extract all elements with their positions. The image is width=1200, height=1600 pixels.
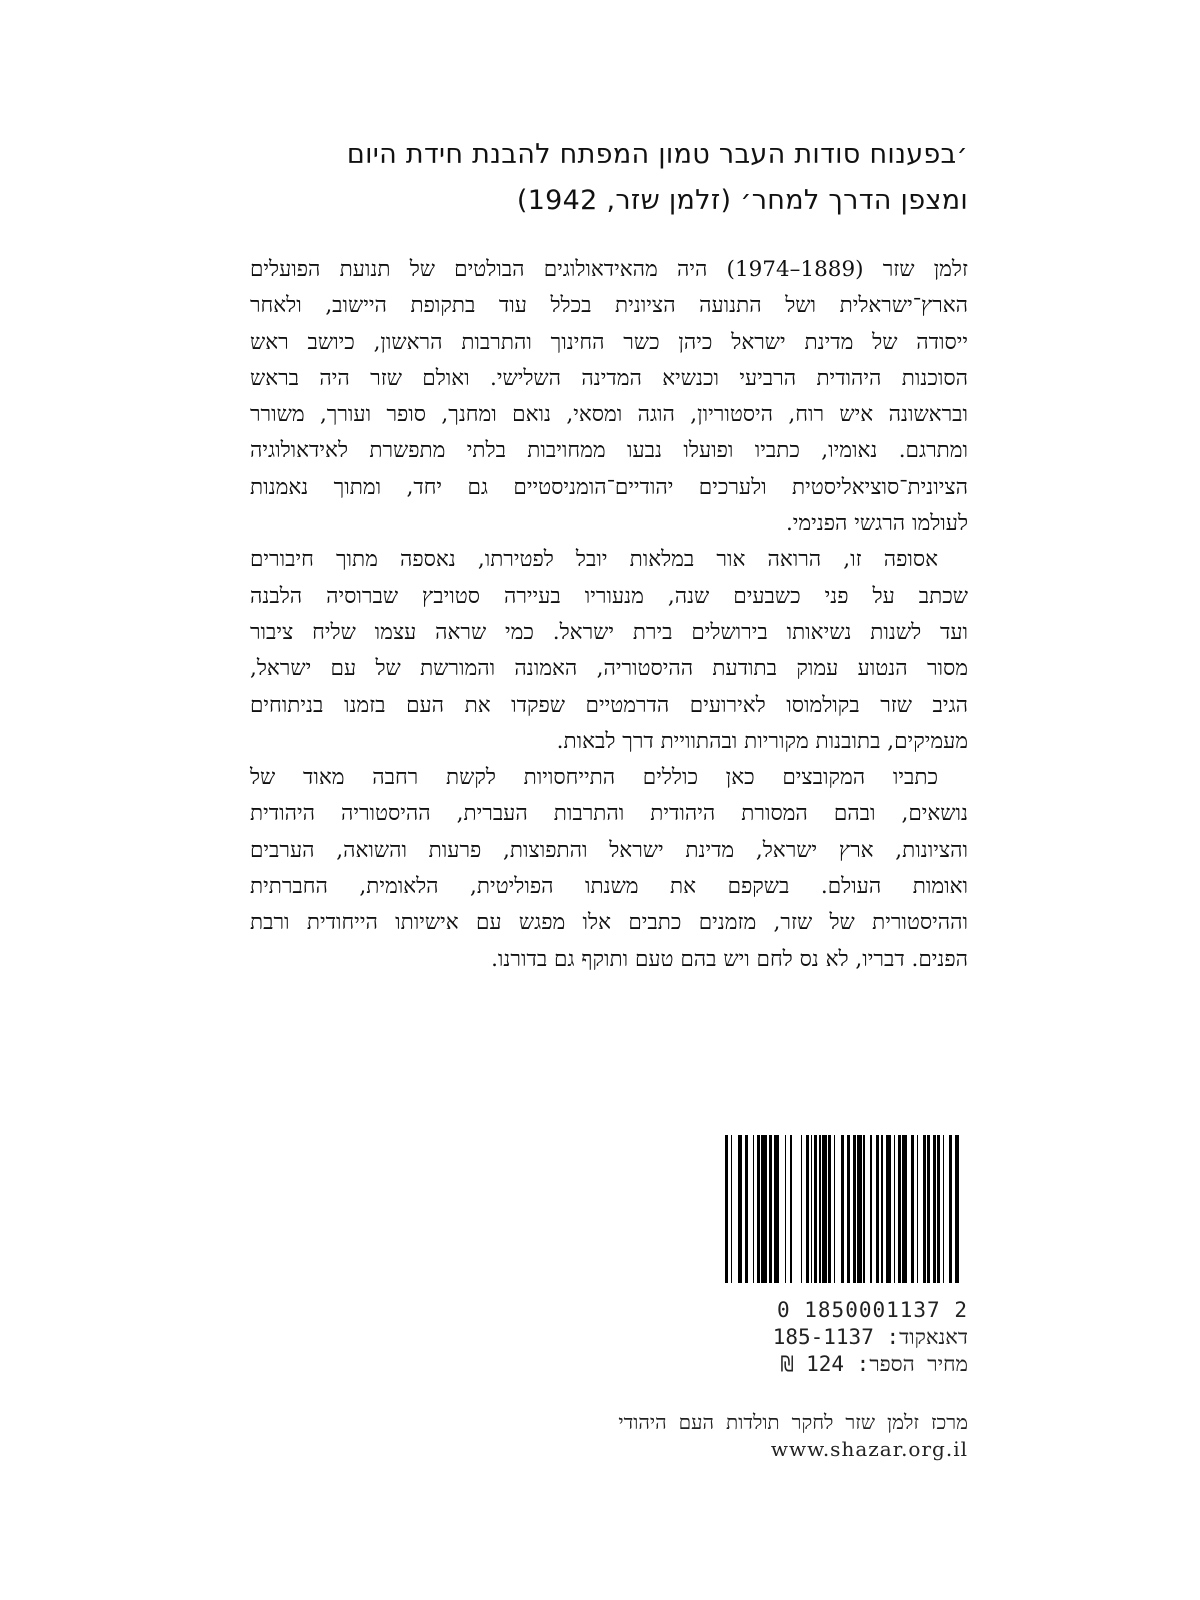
epigraph-quote	[248, 132, 968, 224]
blurb-line: אסופה זו, הרואה אור במלאות יובל לפטירתו, נאספה מתוך חיבורים	[250, 547, 938, 573]
blurb-line: ומתרגם. נאומיו, כתביו ופועלו נבעו ממחויבות בלתי מתפשרת לאידאולוגיה	[250, 438, 968, 464]
blurb-line: שכתב על פני כשבעים שנה, מנעוריו בעיירה סטויבץ שברוסיה הלבנה	[250, 583, 968, 609]
blurb-text	[250, 252, 968, 978]
barcode	[725, 1135, 961, 1283]
blurb-line: ייסודה של מדינת ישראל כיהן כשר החינוך והתרבות הראשון, כיושב ראש	[250, 329, 968, 355]
blurb-line: הציונית־סוציאליסטית ולערכים יהודיים־הומניסטיים גם יחד, ומתוך נאמנות	[250, 474, 968, 500]
danacode-row	[668, 1324, 968, 1351]
blurb-line: הארץ־ישראלית ושל התנועה הציונית בכלל עוד בתקופת היישוב, ולאחר	[250, 293, 968, 319]
blurb-line: ואומות העולם. בשקפם את משנתו הפוליטית, הלאומית, החברתית	[250, 874, 968, 900]
publisher-url[interactable]: www.shazar.org.il	[770, 1437, 968, 1461]
quote-line: ׳בפענוח סודות העבר טמון המפתח להבנת חידת היום	[346, 139, 968, 170]
price-label: מחיר הספר:	[856, 1352, 968, 1376]
blurb-line: הפנים. דבריו, לא נס לחם ויש בהם טעם ותוקף גם בדורנו.	[491, 946, 968, 972]
quote-line: ומצפן הדרך למחר׳ (זלמן שזר, 1942)	[516, 185, 968, 216]
publisher-info	[468, 1409, 968, 1463]
blurb-line: כתביו המקובצים כאן כוללים התייחסויות לקשת רחבה מאוד של	[250, 765, 938, 791]
price-value: 124 ₪	[780, 1352, 845, 1376]
blurb-line: ועד לשנות נשיאותו בירושלים בירת ישראל. כמי שראה עצמו שליח ציבור	[250, 619, 968, 645]
blurb-line: נושאים, ובהם המסורת היהודית והתרבות העברית, ההיסטוריה היהודית	[250, 801, 968, 827]
blurb-line: מעמיקים, בתובנות מקוריות ובהתוויית דרך לבאות.	[556, 728, 968, 754]
blurb-line: הסוכנות היהודית הרביעי וכנשיא המדינה השלישי. ואולם שזר היה בראש	[250, 365, 968, 391]
barcode-space	[959, 1135, 960, 1283]
barcode-space	[792, 1135, 801, 1283]
price-row	[668, 1351, 968, 1378]
blurb-line: לעולמו הרגשי הפנימי.	[785, 511, 968, 537]
blurb-line: הגיב שזר בקולמוסו לאירועים הדרמטיים שפקדו את העם בזמנו בניתוחים	[250, 692, 968, 718]
danacode-value: 185-1137	[772, 1325, 874, 1349]
blurb-line: והציונות, ארץ ישראל, מדינת ישראל והתפוצות, פרעות והשואה, הערבים	[250, 837, 968, 863]
blurb-line: זלמן שזר (1889–1974) היה מהאידאולוגים הבולטים של תנועת הפועלים	[250, 257, 968, 282]
blurb-line: וההיסטורית של שזר, מזמנים כתבים אלו מפגש עם אישיותו הייחודית ורבת	[250, 910, 968, 936]
danacode-label: דאנאקוד:	[886, 1325, 968, 1349]
book-info	[668, 1297, 968, 1378]
publisher-name: מרכז זלמן שזר לחקר תולדות העם היהודי	[618, 1410, 968, 1434]
blurb-line: מסור הנטוע עמוק בתודעת ההיסטוריה, האמונה והמורשת של עם ישראל,	[250, 656, 968, 682]
blurb-line: ובראשונה איש רוח, היסטוריון, הוגה ומסאי, נואם ומחנך, סופר ועורך, משורר	[250, 402, 968, 428]
isbn-number: 0 1850001137 2	[776, 1298, 968, 1322]
